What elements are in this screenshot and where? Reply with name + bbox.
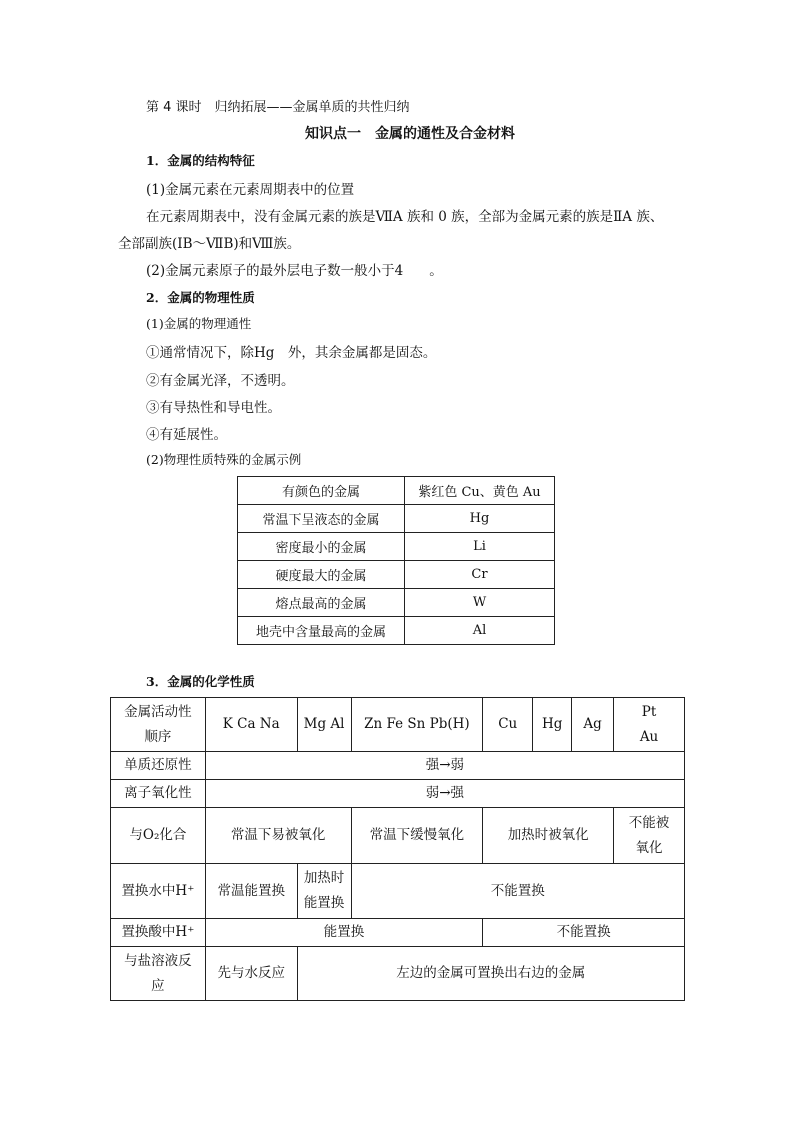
- table-cell: 常温能置换: [205, 864, 297, 919]
- sub-2-period: 。: [429, 263, 443, 279]
- section-2-sub-1: (1)金属的物理通性: [146, 316, 252, 331]
- section-3-title: 3．金属的化学性质: [146, 674, 255, 689]
- table-cell: 不能被 氧化: [614, 808, 685, 864]
- table-cell: 常温下易被氧化: [205, 808, 351, 864]
- table-cell: 置换水中H⁺: [111, 864, 206, 919]
- table-row: [111, 864, 685, 919]
- table-cell: 常温下缓慢氧化: [351, 808, 483, 864]
- table-row: [111, 919, 685, 947]
- sub-2-text: (2)金属元素原子的最外层电子数一般小于4: [146, 263, 404, 279]
- physical-property-4: ④有延展性。: [146, 427, 227, 443]
- table-cell: 能置换: [205, 919, 482, 947]
- table-row: [111, 808, 685, 864]
- table-row: [238, 589, 555, 617]
- table-cell: Li: [405, 533, 555, 561]
- table-cell: Hg: [533, 698, 572, 752]
- table-cell: Pt Au: [614, 698, 685, 752]
- table-cell: 密度最小的金属: [238, 533, 405, 561]
- table-cell: 置换酸中H⁺: [111, 919, 206, 947]
- table-cell: Al: [405, 617, 555, 645]
- table-cell: 不能置换: [351, 864, 684, 919]
- table-cell: 单质还原性: [111, 752, 206, 780]
- table-cell: 加热时 能置换: [297, 864, 351, 919]
- table-cell: 紫红色 Cu、黄色 Au: [405, 477, 555, 505]
- table-row: [238, 617, 555, 645]
- table-row: [111, 752, 685, 780]
- table-row: [111, 947, 685, 1001]
- table-cell: 地壳中含量最高的金属: [238, 617, 405, 645]
- table-cell: Hg: [405, 505, 555, 533]
- physical-property-2: ②有金属光泽，不透明。: [146, 373, 295, 389]
- physical-property-1: ①通常情况下，除Hg 外，其余金属都是固态。: [146, 345, 437, 361]
- table-row: [238, 561, 555, 589]
- table-cell: W: [405, 589, 555, 617]
- table-cell: 先与水反应: [205, 947, 297, 1001]
- special-metals-table: [237, 476, 555, 645]
- table-cell: 与O₂化合: [111, 808, 206, 864]
- table-cell: 与盐溶液反 应: [111, 947, 206, 1001]
- table-cell: Zn Fe Sn Pb(H): [351, 698, 483, 752]
- section-2-title: 2．金属的物理性质: [146, 290, 255, 305]
- section-1-sub-1: (1)金属元素在元素周期表中的位置: [146, 182, 355, 198]
- section-1-paragraph-line-2: 全部副族(ⅠB～ⅦB)和Ⅷ族。: [118, 236, 301, 252]
- table-row: [238, 505, 555, 533]
- section-1-title: 1．金属的结构特征: [146, 153, 255, 168]
- table-cell: 离子氧化性: [111, 780, 206, 808]
- table-cell: 有颜色的金属: [238, 477, 405, 505]
- table-cell: 熔点最高的金属: [238, 589, 405, 617]
- table-row: [111, 780, 685, 808]
- table-cell: 左边的金属可置换出右边的金属: [297, 947, 684, 1001]
- table-cell: Cu: [483, 698, 533, 752]
- knowledge-point-title: 知识点一 金属的通性及合金材料: [305, 126, 515, 142]
- table-row: [238, 477, 555, 505]
- lesson-title: 第 4 课时 归纳拓展——金属单质的共性归纳: [146, 100, 410, 115]
- table-row: [238, 533, 555, 561]
- table-row: [111, 698, 685, 752]
- table-cell: Ag: [572, 698, 614, 752]
- table-cell: Mg Al: [297, 698, 351, 752]
- table-cell: 常温下呈液态的金属: [238, 505, 405, 533]
- table-cell: 不能置换: [483, 919, 685, 947]
- table-cell: 加热时被氧化: [483, 808, 614, 864]
- table-cell: 硬度最大的金属: [238, 561, 405, 589]
- physical-property-3: ③有导热性和导电性。: [146, 400, 281, 416]
- table-cell: K Ca Na: [205, 698, 297, 752]
- chemical-properties-table: [110, 697, 685, 1001]
- section-1-sub-2: [146, 259, 443, 279]
- section-2-sub-2: (2)物理性质特殊的金属示例: [146, 452, 302, 467]
- table-cell: 弱→强: [205, 780, 684, 808]
- table-cell: 强→弱: [205, 752, 684, 780]
- table-cell: Cr: [405, 561, 555, 589]
- section-1-paragraph-line-1: 在元素周期表中，没有金属元素的族是ⅦA 族和 0 族，全部为金属元素的族是ⅡA 族、: [146, 209, 664, 225]
- table-cell: 金属活动性 顺序: [111, 698, 206, 752]
